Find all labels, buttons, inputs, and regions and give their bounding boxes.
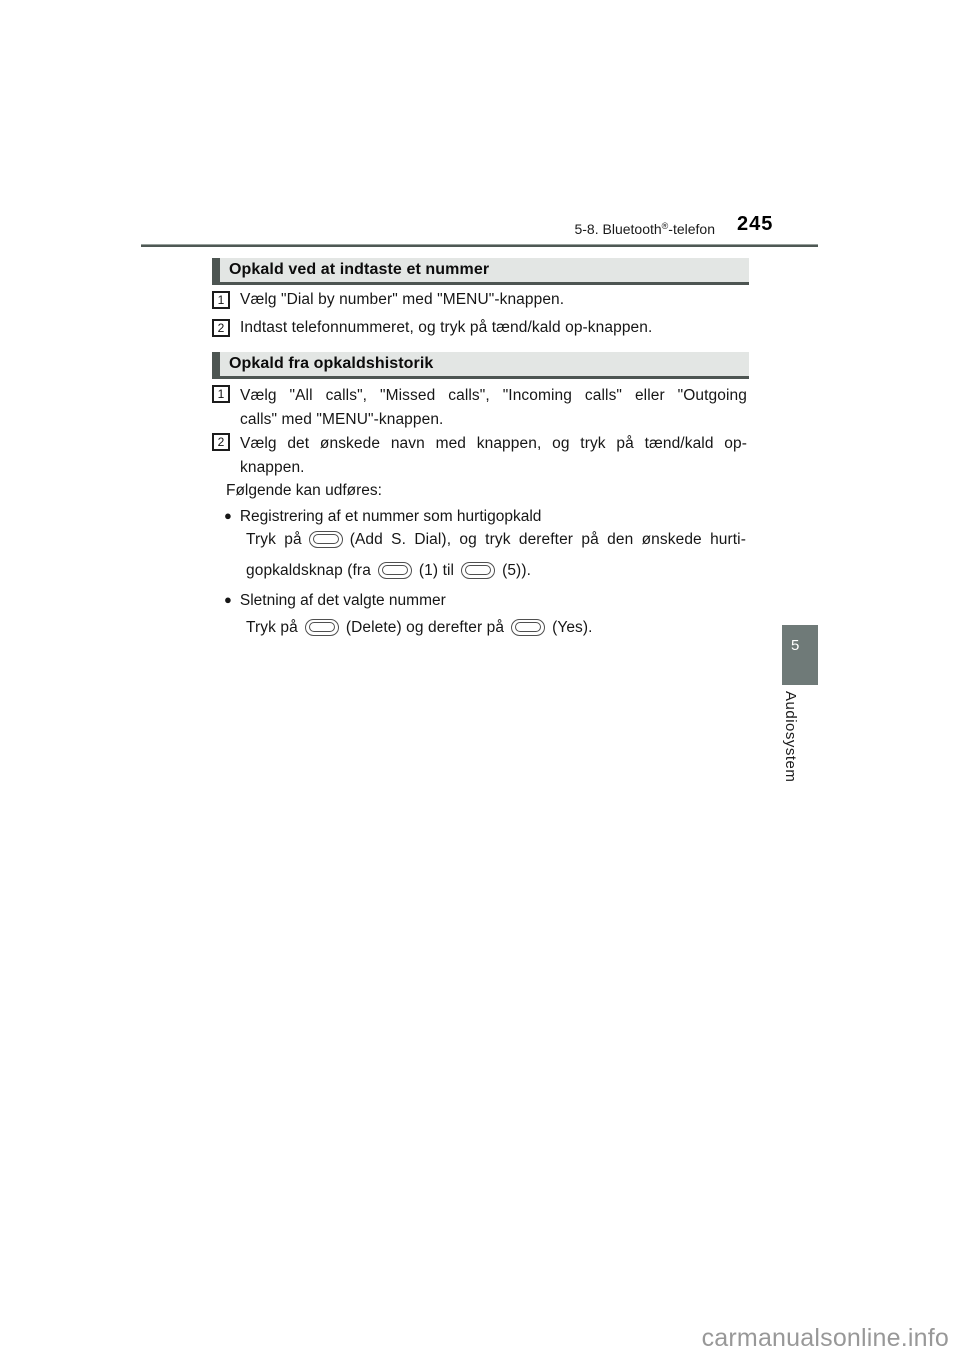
step-number-box: 1 <box>212 291 230 309</box>
step-number-box: 2 <box>212 433 230 451</box>
bullet-label: Registrering af et nummer som hurtigopkald <box>239 508 542 525</box>
step-text-line: calls" med "MENU"-knappen. <box>240 411 444 428</box>
chapter-tab: 5 <box>782 625 818 685</box>
bullet-icon: ● <box>224 508 232 523</box>
step-row <box>212 318 652 337</box>
detail-line <box>246 618 593 638</box>
detail-line <box>246 561 531 581</box>
detail-text: (Delete) og derefter på <box>345 619 505 636</box>
registered-trademark-symbol: ® <box>661 221 669 231</box>
bullet-icon: ● <box>224 592 232 607</box>
step-text <box>240 384 747 432</box>
soft-key-button-icon <box>378 562 412 579</box>
bullet-item-register-speed-dial <box>224 508 541 526</box>
detail-line <box>246 530 746 550</box>
step-number-box: 1 <box>212 385 230 403</box>
bullet-item-delete-number <box>224 592 446 610</box>
section-heading-call-history: Opkald fra opkaldshistorik <box>212 352 749 379</box>
step-text-line: knappen. <box>240 459 305 476</box>
chapter-tab-label: Audiosystem <box>782 691 799 783</box>
page-header-title <box>574 221 715 237</box>
header-rule <box>141 244 818 247</box>
detail-text: (Add S. Dial), og tryk derefter på den ønskede hurti- <box>349 531 746 548</box>
step-text-line: Vælg "All calls", "Missed calls", "Incoming calls" eller "Outgoing <box>240 387 747 404</box>
step-number-box: 2 <box>212 319 230 337</box>
step-row <box>212 384 747 432</box>
soft-key-button-icon <box>461 562 495 579</box>
detail-text: (Yes). <box>552 619 593 636</box>
soft-key-button-icon <box>511 619 545 636</box>
step-row <box>212 290 564 309</box>
soft-key-button-icon <box>305 619 339 636</box>
detail-text: Tryk på <box>246 531 302 548</box>
page-number: 245 <box>737 213 774 235</box>
step-text <box>240 432 747 480</box>
intro-text: Følgende kan udføres: <box>226 482 382 499</box>
watermark-text: carmanualsonline.info <box>701 1324 949 1352</box>
bullet-label: Sletning af det valgte nummer <box>239 592 446 609</box>
header-section-ref: 5-8. Bluetooth <box>574 221 662 237</box>
step-text-line: Vælg det ønskede navn med knappen, og tryk på tænd/kald op- <box>240 435 747 452</box>
soft-key-button-icon <box>309 531 343 548</box>
step-text: Vælg "Dial by number" med "MENU"-knappen. <box>240 291 565 308</box>
detail-text: Tryk på <box>246 619 298 636</box>
header-section-ref-suffix: -telefon <box>668 221 715 237</box>
step-row <box>212 432 747 480</box>
section-heading-dial-by-number: Opkald ved at indtaste et nummer <box>212 258 749 285</box>
step-text: Indtast telefonnummeret, og tryk på tænd/kald op-knappen. <box>240 319 653 336</box>
detail-text: (1) til <box>418 562 455 579</box>
detail-text: gopkaldsknap (fra <box>246 562 371 579</box>
detail-text: (5)). <box>502 562 531 579</box>
